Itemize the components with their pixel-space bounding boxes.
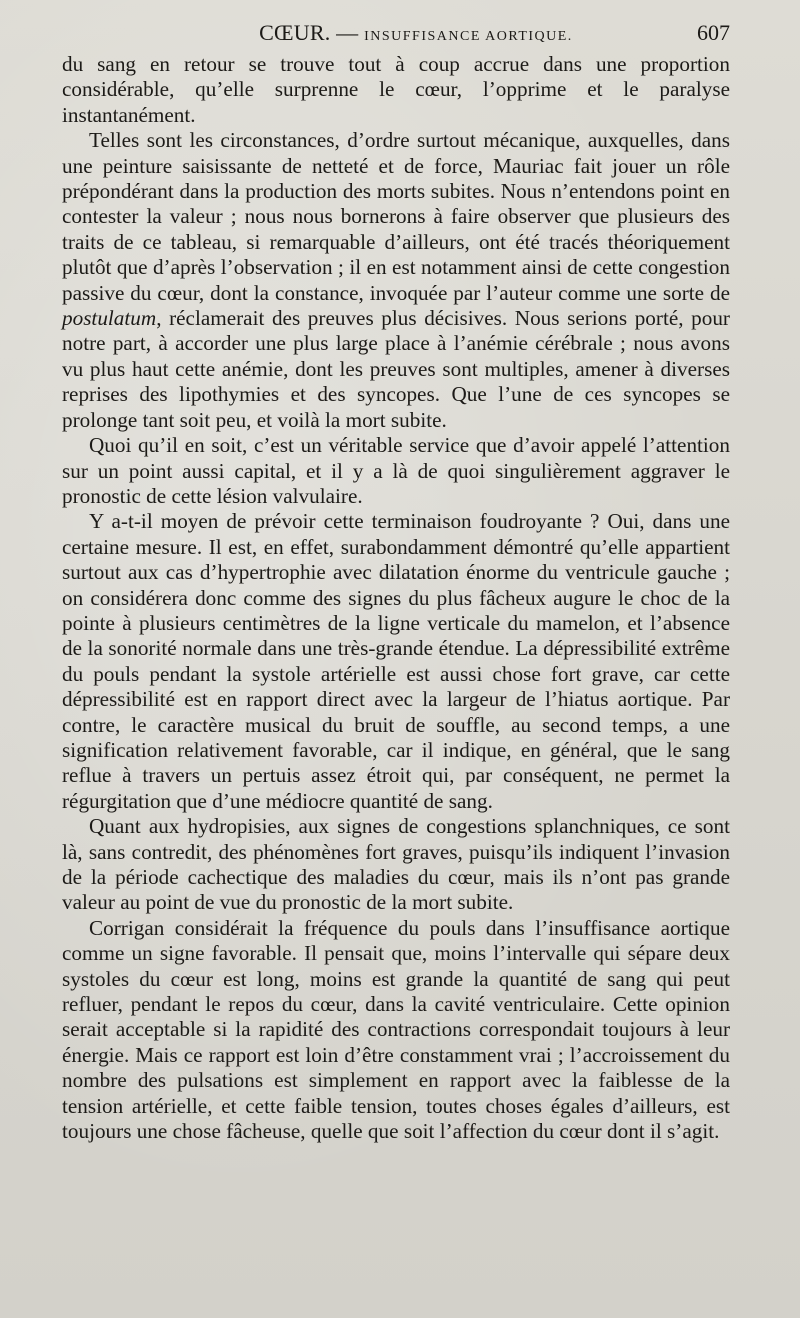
running-title-sub: INSUFFISANCE AORTIQUE.: [364, 29, 573, 44]
paragraph-2-text-before: Telles sont les circonstances, d’ordre surtout mécanique, auxquelles, dans une peinture saisissante de netteté et de force, Mauriac fait jouer un rôle prépondérant dans la production des morts subites. Nous n’entendons point en contester la valeur ; nous nous bornerons à faire observer que plusieurs des traits de ce tableau, si remarquable d’ailleurs, ont été tracés théoriquement plutôt que d’après l’observation ; il en est notamment ainsi de cette congestion passive du cœur, dont la constance, invoquée par l’auteur comme une sorte de: [62, 128, 730, 305]
paragraph-3: Quoi qu’il en soit, c’est un véritable service que d’avoir appelé l’attention sur un point aussi capital, et il y a là de quoi singulièrement aggraver le pronostic de cette lésion valvulaire.: [62, 433, 730, 508]
running-title: [259, 18, 573, 52]
paragraph-1: du sang en retour se trouve tout à coup accrue dans une proportion considérable, qu’elle surprenne le cœur, l’opprime et le paralyse instantanément.: [62, 52, 730, 127]
paragraph-4: Y a-t-il moyen de prévoir cette terminaison foudroyante ? Oui, dans une certaine mesure. Il est, en effet, surabondamment démontré qu’elle appartient surtout aux cas d’hypertrophie avec dilatation énorme du ventricule gauche ; on considérera donc comme des signes du plus fâcheux augure le choc de la pointe à plusieurs centimètres de la ligne verticale du mamelon, et l’absence de la sonorité normale dans une très-grande étendue. La dépressibilité extrême du pouls pendant la systole artérielle est aussi chose fort grave, car cette dépressibilité est en rapport direct avec la largeur de l’hiatus aortique. Par contre, le caractère musical du bruit de souffle, au second temps, a une signification relativement favorable, car il indique, en général, que le sang reflue à travers un pertuis assez étroit qui, par conséquent, ne permet la régurgitation que d’une médiocre quantité de sang.: [62, 509, 730, 813]
paragraph-2: [62, 128, 730, 433]
body-text: [62, 52, 730, 1144]
paragraph-5: Quant aux hydropisies, aux signes de congestions splanchniques, ce sont là, sans contredit, des phénomènes fort graves, puisqu’ils indiquent l’invasion de la période cachectique des maladies du cœur, mais ils n’ont pas grande valeur au point de vue du pronostic de la mort subite.: [62, 814, 730, 915]
page-number: 607: [697, 20, 730, 45]
running-head: [62, 18, 730, 52]
paragraph-6: Corrigan considérait la fréquence du pouls dans l’insuffisance aortique comme un signe favorable. Il pensait que, moins l’intervalle qui sépare deux systoles du cœur est long, moins est grande la quantité de sang qui peut refluer, pendant le repos du cœur, dans la cavité ventriculaire. Cette opinion serait acceptable si la rapidité des contractions correspondait toujours à leur énergie. Mais ce rapport est loin d’être constamment vrai ; l’accroissement du nombre des pulsations est simplement en rapport avec la faiblesse de la tension artérielle, et cette faible tension, toutes choses égales d’ailleurs, est toujours une chose fâcheuse, quelle que soit l’affection du cœur dont il s’agit.: [62, 915, 730, 1144]
running-title-main: CŒUR.: [259, 20, 331, 45]
paragraph-2-italic-term: postulatum: [62, 306, 157, 331]
paragraph-2-text-after: , réclamerait des preuves plus décisives. Nous serions porté, pour notre part, à accorder une plus large place à l’anémie cérébrale ; nous avons vu plus haut cette anémie, dont les preuves sont multiples, amener à diverses reprises des lipothymies et des syncopes. Que l’une de ces syncopes se prolonge tant soit peu, et voilà la mort subite.: [62, 306, 730, 432]
running-title-dash: —: [330, 20, 365, 45]
